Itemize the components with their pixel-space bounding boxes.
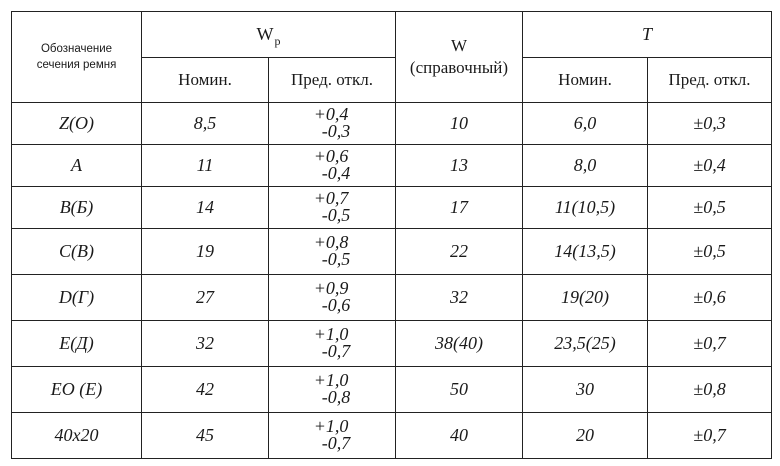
wp-nominal-cell: 42 <box>142 367 269 413</box>
wp-nominal-cell: 19 <box>142 229 269 275</box>
t-deviation-header: Пред. откл. <box>648 58 772 103</box>
wp-deviation-lower: -0,3 <box>321 120 351 141</box>
table-row <box>12 187 772 229</box>
t-nominal-cell: 30 <box>523 367 648 413</box>
w-cell: 13 <box>396 145 523 187</box>
section-cell: Z(O) <box>12 103 142 145</box>
wp-deviation-lower: -0,5 <box>321 204 351 225</box>
w-cell: 10 <box>396 103 523 145</box>
wp-group-header <box>142 12 396 58</box>
wp-symbol: W <box>256 24 274 44</box>
t-deviation-cell <box>648 275 772 321</box>
wp-nominal-cell: 27 <box>142 275 269 321</box>
section-cell: A <box>12 145 142 187</box>
plus-minus-sign: ± <box>693 241 704 261</box>
wp-deviation-lower: -0,7 <box>321 432 351 453</box>
t-nominal-cell: 20 <box>523 413 648 459</box>
wp-deviation-lower: -0,4 <box>321 162 351 183</box>
w-cell: 40 <box>396 413 523 459</box>
wp-deviation-cell <box>269 413 396 459</box>
t-deviation-cell <box>648 103 772 145</box>
w-cell: 17 <box>396 187 523 229</box>
wp-deviation-lower: -0,8 <box>321 386 351 407</box>
wp-deviation-cell <box>269 321 396 367</box>
wp-nominal-cell: 32 <box>142 321 269 367</box>
wp-deviation-cell <box>269 229 396 275</box>
t-symbol: T <box>642 24 653 44</box>
t-deviation-value: 0,5 <box>703 241 726 261</box>
wp-nominal-cell: 14 <box>142 187 269 229</box>
table-row <box>12 321 772 367</box>
section-cell: EO (E) <box>12 367 142 413</box>
t-deviation-value: 0,3 <box>703 113 726 133</box>
t-nominal-cell: 6,0 <box>523 103 648 145</box>
t-deviation-cell <box>648 413 772 459</box>
wp-nominal-header: Номин. <box>142 58 269 103</box>
wp-deviation-cell <box>269 275 396 321</box>
table-row <box>12 275 772 321</box>
t-nominal-cell: 8,0 <box>523 145 648 187</box>
wp-deviation-cell <box>269 145 396 187</box>
w-cell: 22 <box>396 229 523 275</box>
plus-minus-sign: ± <box>693 197 704 217</box>
wp-deviation-lower: -0,7 <box>321 340 351 361</box>
t-group-header <box>523 12 772 58</box>
section-designation-header <box>12 12 142 103</box>
section-cell: 40x20 <box>12 413 142 459</box>
wp-deviation-upper: +1,0 <box>313 415 349 436</box>
t-deviation-value: 0,6 <box>703 287 726 307</box>
wp-deviation-lower: -0,6 <box>321 294 351 315</box>
w-cell: 32 <box>396 275 523 321</box>
wp-deviation-upper: +0,8 <box>313 231 349 252</box>
t-deviation-cell <box>648 321 772 367</box>
w-cell: 38(40) <box>396 321 523 367</box>
table-row <box>12 413 772 459</box>
w-reference-note: (справочный) <box>409 58 509 77</box>
t-deviation-value: 0,7 <box>703 333 726 353</box>
t-nominal-cell: 19(20) <box>523 275 648 321</box>
t-nominal-cell: 11(10,5) <box>523 187 648 229</box>
t-nominal-cell: 14(13,5) <box>523 229 648 275</box>
table-row <box>12 103 772 145</box>
plus-minus-sign: ± <box>693 379 704 399</box>
section-cell: B(Б) <box>12 187 142 229</box>
wp-deviation-cell <box>269 187 396 229</box>
table-row <box>12 145 772 187</box>
t-deviation-cell <box>648 187 772 229</box>
wp-subscript: p <box>274 34 281 48</box>
wp-deviation-header: Пред. откл. <box>269 58 396 103</box>
wp-deviation-upper: +0,4 <box>313 103 349 124</box>
t-deviation-value: 0,4 <box>703 155 726 175</box>
wp-deviation-cell <box>269 367 396 413</box>
section-cell: D(Г) <box>12 275 142 321</box>
wp-deviation-upper: +1,0 <box>313 323 349 344</box>
section-header-line2: сечения ремня <box>36 59 117 71</box>
wp-deviation-upper: +0,9 <box>313 277 349 298</box>
t-deviation-value: 0,7 <box>703 425 726 445</box>
section-cell: C(B) <box>12 229 142 275</box>
t-nominal-header: Номин. <box>523 58 648 103</box>
wp-deviation-upper: +1,0 <box>313 369 349 390</box>
wp-nominal-cell: 45 <box>142 413 269 459</box>
t-deviation-value: 0,8 <box>703 379 726 399</box>
t-deviation-cell <box>648 229 772 275</box>
w-reference-header <box>396 12 523 103</box>
plus-minus-sign: ± <box>693 425 704 445</box>
t-deviation-cell <box>648 145 772 187</box>
wp-deviation-upper: +0,7 <box>313 187 349 208</box>
plus-minus-sign: ± <box>693 287 704 307</box>
wp-deviation-cell <box>269 103 396 145</box>
wp-nominal-cell: 8,5 <box>142 103 269 145</box>
table-row <box>12 229 772 275</box>
plus-minus-sign: ± <box>693 333 704 353</box>
belt-dimensions-table <box>11 11 772 459</box>
w-cell: 50 <box>396 367 523 413</box>
t-deviation-cell <box>648 367 772 413</box>
t-deviation-value: 0,5 <box>703 197 726 217</box>
wp-nominal-cell: 11 <box>142 145 269 187</box>
plus-minus-sign: ± <box>693 113 704 133</box>
w-symbol: W <box>450 36 468 55</box>
wp-deviation-lower: -0,5 <box>321 248 351 269</box>
plus-minus-sign: ± <box>693 155 704 175</box>
section-cell: E(Д) <box>12 321 142 367</box>
section-header-line1: Обозначение <box>40 43 113 55</box>
wp-deviation-upper: +0,6 <box>313 145 349 166</box>
table-row <box>12 367 772 413</box>
t-nominal-cell: 23,5(25) <box>523 321 648 367</box>
